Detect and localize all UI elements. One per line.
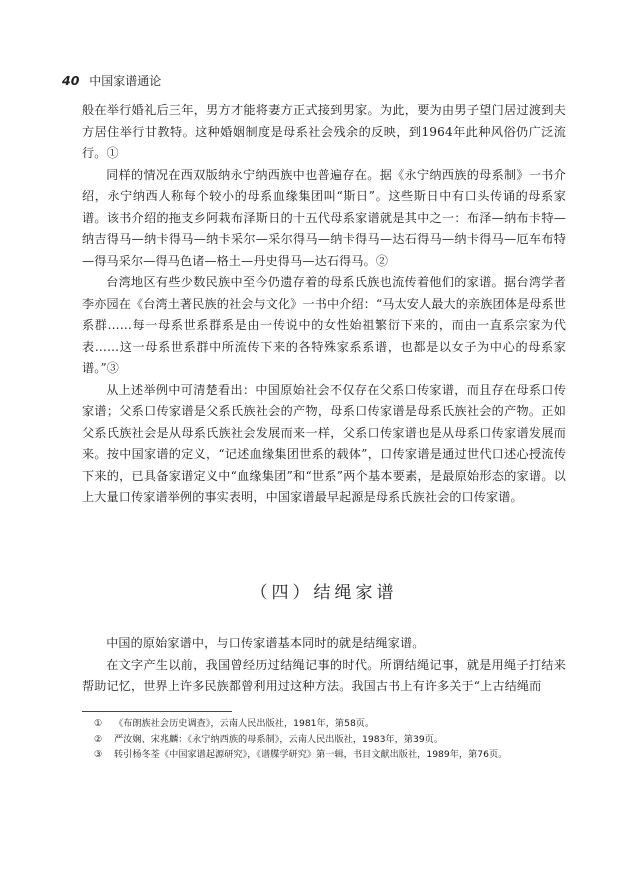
- body-text: [82, 100, 566, 509]
- footnote-divider: [82, 711, 232, 712]
- paragraph: 在文字产生以前，我国曾经历过结绳记事的时代。所谓结绳记事，就是用绳子打结来帮助记忆，世界上许多民族都曾利用过这种方法。我国古书上有许多关于“上古结绳而: [82, 657, 566, 693]
- paragraph-continued: 般在举行婚礼后三年，男方才能将妻方正式接到男家。为此，要为由男子望门居过渡到夫方居住举行甘教特。这种婚姻制度是母系社会残余的反映，到1964年此种风俗仍广泛流行。①: [82, 103, 566, 160]
- body-text-section: [82, 633, 566, 698]
- footnote-text: 转引杨冬荃《中国家谱起源研究》，《谱牒学研究》第一辑，书目文献出版社，1989年，第76页。: [114, 749, 508, 760]
- footnote-marker: ③: [94, 749, 103, 760]
- footnote: [94, 732, 564, 748]
- footnote-marker: ①: [94, 718, 103, 729]
- paragraph: 同样的情况在西双版纳永宁纳西族中也普遍存在。据《永宁纳西族的母系制》一书介绍，永宁纳西人称每个较小的母系血缘集团叫“斯日”。这些斯日中有口头传诵的母系家谱。该书介绍的拖支乡阿栽布泽斯日的十五代母系家谱就是其中之一：布泽—纳布卡特—纳吉得马—纳卡得马—纳卡采尔—采尔得马—纳卡得马—达石得马—纳卡得马—厄车布特—得马采尔—得马色诸—格土—丹史得马—达石得马。②: [82, 167, 566, 268]
- paragraph: 中国的原始家谱中，与口传家谱基本同时的就是结绳家谱。: [106, 636, 425, 650]
- footnotes: [94, 716, 564, 763]
- footnote-marker: ②: [94, 733, 103, 745]
- footnote: [94, 716, 564, 732]
- paragraph: 从上述举例中可清楚看出：中国原始社会不仅存在父系口传家谱，而且存在母系口传家谱；父系口传家谱是父系氏族社会的产物，母系口传家谱是母系氏族社会的产物。正如父系氏族社会是从母系氏族社会发展而来一样，父系口传家谱也是从母系口传家谱发展而来。按中国家谱的定义，“记述血缘集团世系的载体”，口传家谱是通过世代口述心授流传下来的，已具备家谱定义中“血缘集团”和“世系”两个基本要素，是最原始形态的家谱。以上大量口传家谱举例的事实表明，中国家谱最早起源是母系氏族社会的口传家谱。: [82, 382, 566, 504]
- paragraph: 台湾地区有些少数民族中至今仍遗存着的母系氏族也流传着他们的家谱。据台湾学者李亦园在《台湾土著民族的社会与文化》一书中介绍：“马太安人最大的亲族团体是母系世系群……每一母系世系群系是由一传说中的女性始祖繁衍下来的，而由一直系宗家为代表……这一母系世系群中所流传下来的各特殊家系系谱，也都是以女子为中心的母系家谱。”③: [82, 275, 566, 375]
- running-header: [62, 72, 161, 89]
- footnote-text: 严汝娴、宋兆麟：《永宁纳西族的母系制》，云南人民出版社，1983年，第39页。: [114, 733, 444, 745]
- running-title: 中国家谱通论: [89, 74, 162, 88]
- page-number: 40: [62, 73, 80, 88]
- footnote: [94, 747, 564, 763]
- section-heading: （四）结绳家谱: [250, 583, 398, 603]
- footnote-text: 《布朗族社会历史调查》，云南人民出版社，1981年，第58页。: [114, 718, 375, 729]
